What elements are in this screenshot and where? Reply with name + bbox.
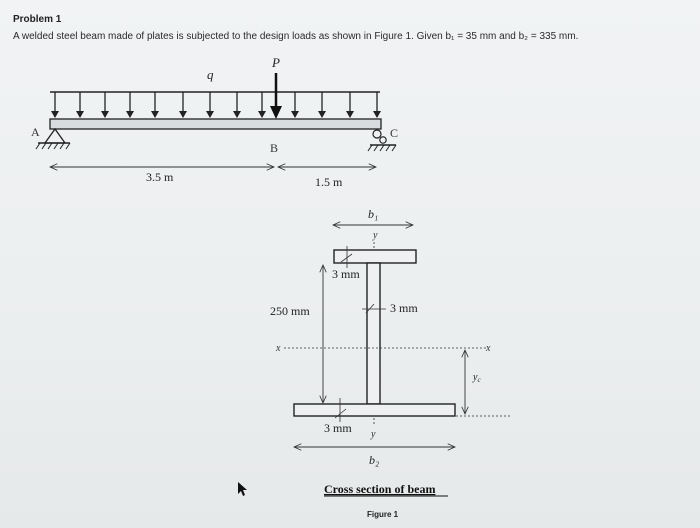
b2-label: b₂ xyxy=(369,453,380,467)
cross-section-title: Cross section of beam xyxy=(324,482,436,496)
y-axis-bottom-label: y xyxy=(371,429,376,440)
problem-statement: A welded steel beam made of plates is subjected to the design loads as shown in Figure 1. Given b₁ = 35 mm and b₂ = 335 mm. xyxy=(13,31,579,42)
problem-heading: Problem 1 xyxy=(13,14,62,25)
support-c-label: C xyxy=(390,126,399,140)
height-label: 250 mm xyxy=(270,304,310,318)
distributed-load-arrowheads xyxy=(51,111,381,118)
span-ab-label: 3.5 m xyxy=(146,170,174,184)
x-axis-left-label: x xyxy=(276,343,281,354)
point-load-label: P xyxy=(272,55,280,70)
cross-section xyxy=(270,207,512,496)
web xyxy=(367,263,380,404)
web-thickness-label: 3 mm xyxy=(390,301,418,315)
mouse-cursor-icon xyxy=(238,482,247,496)
centroid-label: $y_c$ xyxy=(473,372,481,384)
support-a-label: A xyxy=(31,125,40,139)
b1-label: b₁ xyxy=(368,207,379,221)
span-bc-label: 1.5 m xyxy=(315,175,343,189)
point-load-arrowhead xyxy=(270,106,282,119)
x-axis-right-label: x xyxy=(486,343,491,354)
bottom-flange xyxy=(294,404,455,416)
y-axis-top-label: y xyxy=(373,230,378,241)
beam xyxy=(50,119,381,129)
distributed-load-label: q xyxy=(207,67,214,82)
top-flange-thickness-label: 3 mm xyxy=(332,267,360,281)
bottom-flange-thickness-label: 3 mm xyxy=(324,421,352,435)
figure-caption: Figure 1 xyxy=(367,510,399,519)
top-flange xyxy=(334,250,416,263)
point-b-label: B xyxy=(270,141,279,155)
beam-diagram xyxy=(31,55,398,189)
support-a-pin xyxy=(36,129,70,149)
